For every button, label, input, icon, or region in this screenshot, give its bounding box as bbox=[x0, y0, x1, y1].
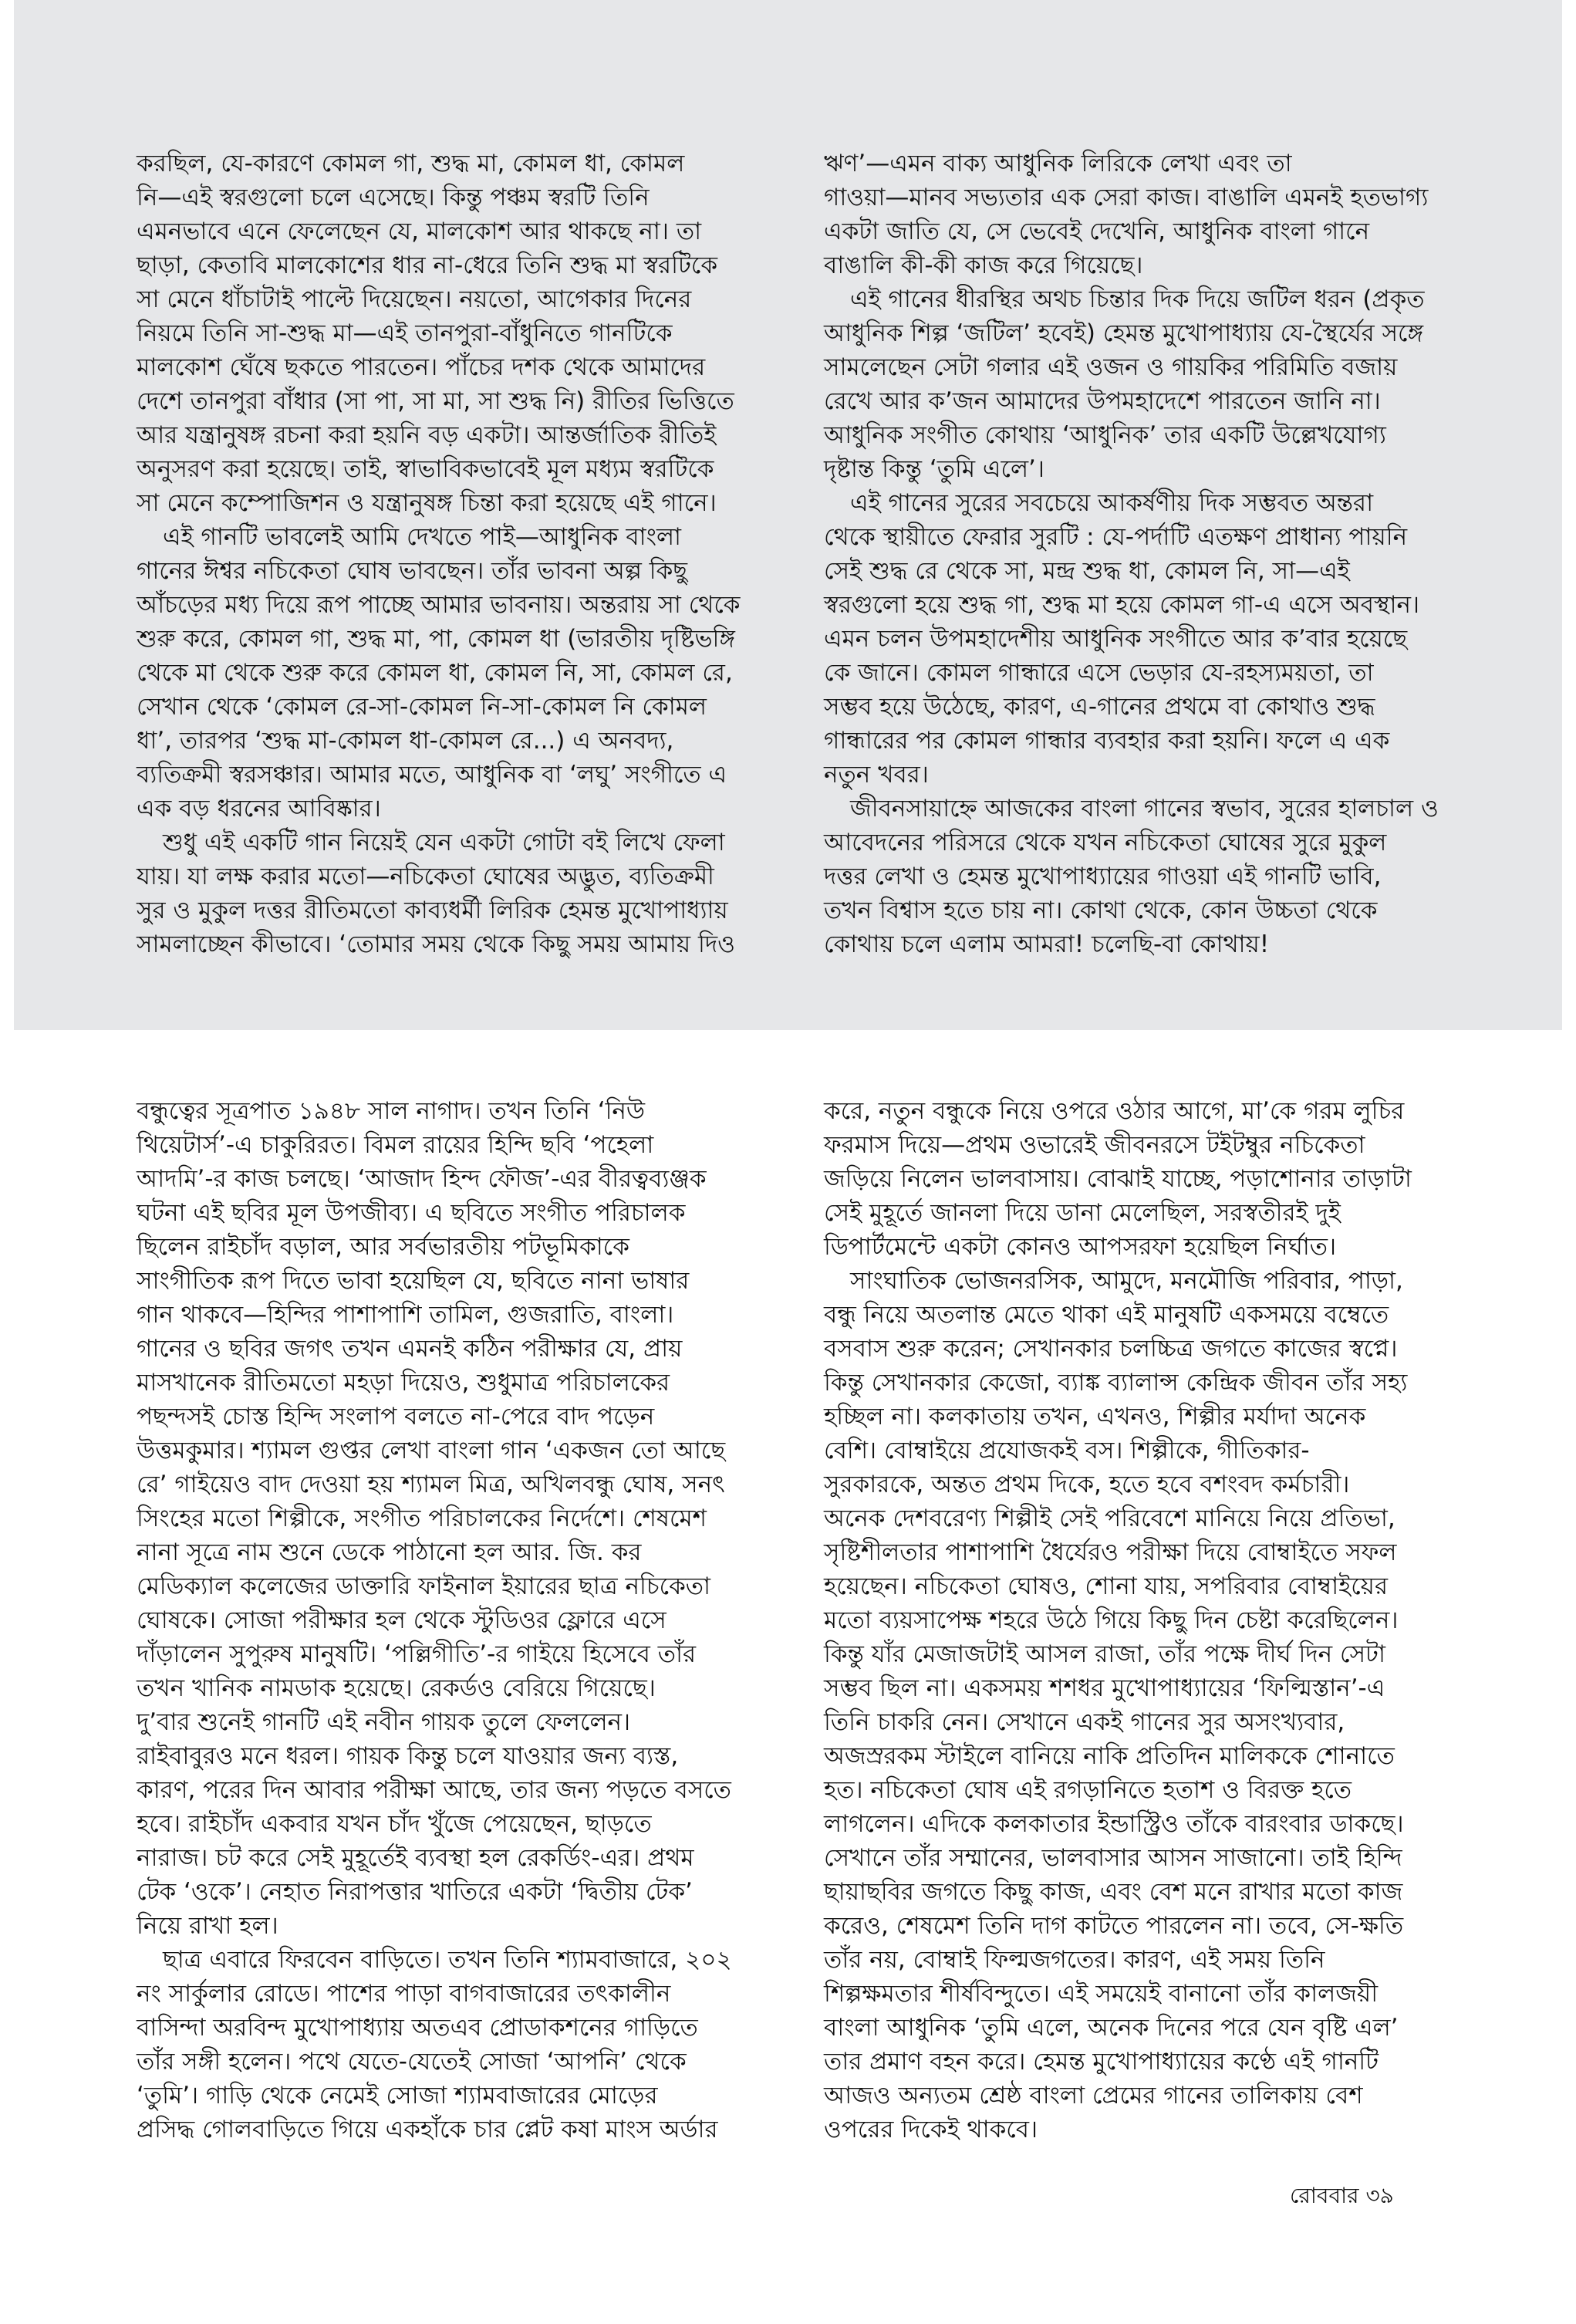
text-line: দু’বার শুনেই গানটি এই নবীন গায়ক তুলে ফেললেন। bbox=[137, 1708, 631, 1736]
text-line: স্বরগুলো হয়ে শুদ্ধ গা, শুদ্ধ মা হয়ে কোমল গা-এ এসে অবস্থান। bbox=[824, 591, 1420, 619]
text-line: কিন্তু যাঁর মেজাজটাই আসল রাজা, তাঁর পক্ষে দীর্ঘ দিন সেটা bbox=[824, 1640, 1385, 1668]
text-line: তখন খানিক নামডাক হয়েছে। রেকর্ডও বেরিয়ে গিয়েছে। bbox=[137, 1674, 656, 1702]
text-line: শিল্পক্ষমতার শীর্ষবিন্দুতে। এই সময়েই বানানো তাঁর কালজয়ী bbox=[824, 1980, 1379, 2008]
text-line: ডিপার্টমেন্টে একটা কোনও আপসরফা হয়েছিল নির্ঘাত। bbox=[824, 1233, 1337, 1261]
text-line: সুর ও মুকুল দত্তর রীতিমতো কাব্যধর্মী লিরিক হেমন্ত মুখোপাধ্যায় bbox=[137, 897, 728, 924]
text-line: এমনভাবে এনে ফেলেছেন যে, মালকোশ আর থাকছে না। তা bbox=[137, 218, 702, 245]
text-line: মতো ব্যয়সাপেক্ষ শহরে উঠে গিয়ে কিছু দিন চেষ্টা করেছিলেন। bbox=[824, 1606, 1399, 1634]
text-line: ছাত্র এবারে ফিরবেন বাড়িতে। তখন তিনি শ্যামবাজারে, ২০২ bbox=[163, 1946, 732, 1974]
text-line: তখন বিশ্বাস হতে চায় না। কোথা থেকে, কোন উচ্চতা থেকে bbox=[824, 897, 1378, 924]
text-line: সা মেনে ধাঁচাটাই পাল্টে দিয়েছেন। নয়তো, আগেকার দিনের bbox=[137, 285, 692, 313]
text-line: টেক ‘ওকে’। নেহাত নিরাপত্তার খাতিরে একটা ‘দ্বিতীয় টেক’ bbox=[137, 1878, 693, 1906]
text-line: এক বড় ধরনের আবিষ্কার। bbox=[137, 795, 381, 823]
paragraph bbox=[137, 520, 785, 826]
text-line: অজস্ররকম স্টাইলে বানিয়ে নাকি প্রতিদিন মালিককে শোনাতে bbox=[824, 1742, 1395, 1770]
text-line: দৃষ্টান্ত কিন্তু ‘তুমি এলে’। bbox=[824, 455, 1044, 483]
paragraph bbox=[824, 282, 1472, 486]
text-line: নতুন খবর। bbox=[824, 761, 929, 789]
text-line: এই গানটি ভাবলেই আমি দেখতে পাই—আধুনিক বাংলা bbox=[163, 523, 682, 551]
text-line: বেশি। বোম্বাইয়ে প্রযোজকই বস। শিল্পীকে, গীতিকার- bbox=[824, 1437, 1310, 1464]
text-line: কে জানে। কোমল গান্ধারে এসে ভেড়ার যে-রহস্যময়তা, তা bbox=[824, 659, 1374, 687]
text-line: সামলেছেন সেটা গলার এই ওজন ও গায়কির পরিমিতি বজায় bbox=[824, 353, 1398, 381]
text-line: ছাড়া, কেতাবি মালকোশের ধার না-ধেরে তিনি শুদ্ধ মা স্বরটিকে bbox=[137, 252, 718, 279]
text-line: এই গানের ধীরস্থির অথচ চিন্তার দিক দিয়ে জটিল ধরন (প্রকৃত bbox=[850, 285, 1425, 313]
text-line: কোথায় চলে এলাম আমরা! চলেছি-বা কোথায়! bbox=[824, 931, 1270, 958]
bottom-right-column bbox=[824, 1094, 1472, 2147]
text-line: শুধু এই একটি গান নিয়েই যেন একটা গোটা বই লিখে ফেলা bbox=[163, 829, 725, 856]
text-line: দত্তর লেখা ও হেমন্ত মুখোপাধ্যায়ের গাওয়া এই গানটি ভাবি, bbox=[824, 863, 1382, 890]
text-line: নিয়মে তিনি সা-শুদ্ধ মা—এই তানপুরা-বাঁধুনিতে গানটিকে bbox=[137, 319, 673, 347]
text-line: মালকোশ ঘেঁষে ছকতে পারতেন। পাঁচের দশক থেকে আমাদের bbox=[137, 353, 706, 381]
text-line: আবেদনের পরিসরে থেকে যখন নচিকেতা ঘোষের সুরে মুকুল bbox=[824, 829, 1387, 856]
text-line: হয়েছেন। নচিকেতা ঘোষও, শোনা যায়, সপরিবার বোম্বাইয়ের bbox=[824, 1572, 1389, 1600]
text-line: থেকে স্থায়ীতে ফেরার সুরটি : যে-পর্দাটি এতক্ষণ প্রাধান্য পায়নি bbox=[824, 523, 1408, 551]
text-line: আধুনিক সংগীত কোথায় ‘আধুনিক’ তার একটি উল্লেখযোগ্য bbox=[824, 421, 1386, 449]
text-line: কারণ, পরের দিন আবার পরীক্ষা আছে, তার জন্য পড়তে বসতে bbox=[137, 1776, 731, 1804]
text-line: রে’ গাইয়েও বাদ দেওয়া হয় শ্যামল মিত্র, অখিলবন্ধু ঘোষ, সনৎ bbox=[137, 1471, 725, 1498]
text-line: নিয়ে রাখা হল। bbox=[137, 1912, 278, 1940]
text-line: থেকে মা থেকে শুরু করে কোমল ধা, কোমল নি, সা, কোমল রে, bbox=[137, 659, 733, 687]
text-line: আঁচড়ের মধ্য দিয়ে রূপ পাচ্ছে আমার ভাবনায়। অন্তরায় সা থেকে bbox=[137, 591, 741, 619]
text-line: অনেক দেশবরেণ্য শিল্পীই সেই পরিবেশে মানিয়ে নিয়ে প্রতিভা, bbox=[824, 1505, 1395, 1532]
text-line: হত। নচিকেতা ঘোষ এই রগড়ানিতে হতাশ ও বিরক্ত হতে bbox=[824, 1776, 1352, 1804]
text-line: সৃষ্টিশীলতার পাশাপাশি ধৈর্যেরও পরীক্ষা দিয়ে বোম্বাইতে সফল bbox=[824, 1539, 1397, 1566]
text-line: সামলাচ্ছেন কীভাবে। ‘তোমার সময় থেকে কিছু সময় আমায় দিও bbox=[137, 931, 735, 958]
text-line: ছায়াছবির জগতে কিছু কাজ, এবং বেশ মনে রাখার মতো কাজ bbox=[824, 1878, 1403, 1906]
text-line: ছিলেন রাইচাঁদ বড়াল, আর সর্বভারতীয় পটভূমিকাকে bbox=[137, 1233, 629, 1261]
text-line: রেখে আর ক’জন আমাদের উপমহাদেশে পারতেন জানি না। bbox=[824, 387, 1381, 415]
text-line: সম্ভব ছিল না। একসময় শশধর মুখোপাধ্যায়ের ‘ফিল্মিস্তান’-এ bbox=[824, 1674, 1385, 1702]
text-line: আজও অন্যতম শ্রেষ্ঠ বাংলা প্রেমের গানের তালিকায় বেশ bbox=[824, 2082, 1363, 2110]
text-line: তিনি চাকরি নেন। সেখানে একই গানের সুর অসংখ্যবার, bbox=[824, 1708, 1345, 1736]
text-line: সেই শুদ্ধ রে থেকে সা, মন্দ্র শুদ্ধ ধা, কোমল নি, সা—এই bbox=[824, 557, 1350, 585]
text-line: সা মেনে কম্পোজিশন ও যন্ত্রানুষঙ্গ চিন্তা করা হয়েছে এই গানে। bbox=[137, 489, 717, 517]
text-line: লাগলেন। এদিকে কলকাতার ইন্ডাস্ট্রিও তাঁকে বারংবার ডাকছে। bbox=[824, 1810, 1404, 1838]
paragraph bbox=[137, 1094, 785, 1943]
text-line: ‘তুমি’। গাড়ি থেকে নেমেই সোজা শ্যামবাজারের মোড়ের bbox=[137, 2082, 658, 2110]
text-line: পছন্দসই চোস্ত হিন্দি সংলাপ বলতে না-পেরে বাদ পড়েন bbox=[137, 1403, 655, 1431]
text-line: বন্ধুত্বের সূত্রপাত ১৯৪৮ সাল নাগাদ। তখন তিনি ‘নিউ bbox=[137, 1097, 646, 1125]
text-line: রাইবাবুরও মনে ধরল। গায়ক কিন্তু চলে যাওয়ার জন্য ব্যস্ত, bbox=[137, 1742, 679, 1770]
text-line: জীবনসায়াহ্নে আজকের বাংলা গানের স্বভাব, সুরের হালচাল ও bbox=[850, 795, 1439, 823]
text-line: যায়। যা লক্ষ করার মতো—নচিকেতা ঘোষের অদ্ভুত, ব্যতিক্রমী bbox=[137, 863, 714, 890]
text-line: আধুনিক শিল্প ‘জটিল’ হবেই) হেমন্ত মুখোপাধ্যায় যে-স্থৈর্যের সঙ্গে bbox=[824, 319, 1424, 347]
text-line: কিন্তু সেখানকার কেজো, ব্যাঙ্ক ব্যালান্স কেন্দ্রিক জীবন তাঁর সহ্য bbox=[824, 1369, 1408, 1397]
text-line: সেখান থেকে ‘কোমল রে-সা-কোমল নি-সা-কোমল নি কোমল bbox=[137, 693, 707, 721]
text-line: ঘোষকে। সোজা পরীক্ষার হল থেকে স্টুডিওর ফ্লোরে এসে bbox=[137, 1606, 667, 1634]
text-line: বাসিন্দা অরবিন্দ মুখোপাধ্যায় অতএব প্রোডাকশনের গাড়িতে bbox=[137, 2014, 698, 2042]
text-line: বাঙালি কী-কী কাজ করে গিয়েছে। bbox=[824, 252, 1143, 279]
text-line: গান্ধারের পর কোমল গান্ধার ব্যবহার করা হয়নি। ফলে এ এক bbox=[824, 727, 1390, 755]
text-line: ধা’, তারপর ‘শুদ্ধ মা-কোমল ধা-কোমল রে...) এ অনবদ্য, bbox=[137, 727, 674, 755]
text-line: ব্যতিক্রমী স্বরসঞ্চার। আমার মতে, আধুনিক বা ‘লঘু’ সংগীতে এ bbox=[137, 761, 727, 789]
text-line: বাংলা আধুনিক ‘তুমি এলে, অনেক দিনের পরে যেন বৃষ্টি এল’ bbox=[824, 2014, 1399, 2042]
text-line: ওপরের দিকেই থাকবে। bbox=[824, 2116, 1038, 2143]
text-line: সম্ভব হয়ে উঠেছে, কারণ, এ-গানের প্রথমে বা কোথাও শুদ্ধ bbox=[824, 693, 1375, 721]
text-line: সুরকারকে, অন্তত প্রথম দিকে, হতে হবে বশংবদ কর্মচারী। bbox=[824, 1471, 1350, 1498]
top-right-column bbox=[824, 147, 1472, 961]
text-line: এই গানের সুরের সবচেয়ে আকর্ষণীয় দিক সম্ভবত অন্তরা bbox=[850, 489, 1374, 517]
text-line: ঘটনা এই ছবির মূল উপজীব্য। এ ছবিতে সংগীত পরিচালক bbox=[137, 1199, 686, 1227]
text-line: ঋণ’—এমন বাক্য আধুনিক লিরিকে লেখা এবং তা bbox=[824, 150, 1292, 177]
text-line: নারাজ। চট করে সেই মুহূর্তেই ব্যবস্থা হল রেকর্ডিং-এর। প্রথম bbox=[137, 1844, 694, 1872]
text-line: সেই মুহূর্তে জানলা দিয়ে ডানা মেলেছিল, সরস্বতীরই দুই bbox=[824, 1199, 1341, 1227]
text-line: সাংগীতিক রূপ দিতে ভাবা হয়েছিল যে, ছবিতে নানা ভাষার bbox=[137, 1267, 690, 1295]
text-line: একটা জাতি যে, সে ভেবেই দেখেনি, আধুনিক বাংলা গানে bbox=[824, 218, 1370, 245]
text-line: গান থাকবে—হিন্দির পাশাপাশি তামিল, গুজরাতি, বাংলা। bbox=[137, 1301, 674, 1329]
text-line: দাঁড়ালেন সুপুরুষ মানুষটি। ‘পল্লিগীতি’-র গাইয়ে হিসেবে তাঁর bbox=[137, 1640, 697, 1668]
text-line: থিয়েটার্স’-এ চাকুরিরত। বিমল রায়ের হিন্দি ছবি ‘পহেলা bbox=[137, 1131, 654, 1159]
text-line: মাসখানেক রীতিমতো মহড়া দিয়েও, শুধুমাত্র পরিচালকের bbox=[137, 1369, 670, 1397]
paragraph bbox=[824, 1264, 1472, 2147]
text-line: করেও, শেষমেশ তিনি দাগ কাটতে পারলেন না। তবে, সে-ক্ষতি bbox=[824, 1912, 1404, 1940]
text-line: গানের ও ছবির জগৎ তখন এমনই কঠিন পরীক্ষার যে, প্রায় bbox=[137, 1335, 683, 1363]
text-line: সেখানে তাঁর সম্মানের, ভালবাসার আসন সাজানো। তাই হিন্দি bbox=[824, 1844, 1402, 1872]
text-line: সিংহের মতো শিল্পীকে, সংগীত পরিচালকের নির্দেশে। শেষমেশ bbox=[137, 1505, 707, 1532]
text-line: হচ্ছিল না। কলকাতায় তখন, এখনও, শিল্পীর মর্যাদা অনেক bbox=[824, 1403, 1366, 1431]
paragraph bbox=[137, 147, 785, 520]
bottom-left-column bbox=[137, 1094, 785, 2147]
text-line: উত্তমকুমার। শ্যামল গুপ্তর লেখা বাংলা গান ‘একজন তো আছে bbox=[137, 1437, 726, 1464]
text-line: করে, নতুন বন্ধুকে নিয়ে ওপরে ওঠার আগে, মা’কে গরম লুচির bbox=[824, 1097, 1405, 1125]
text-line: গানের ঈশ্বর নচিকেতা ঘোষ ভাবছেন। তাঁর ভাবনা অল্প কিছু bbox=[137, 557, 688, 585]
text-line: দেশে তানপুরা বাঁধার (সা পা, সা মা, সা শুদ্ধ নি) রীতির ভিত্তিতে bbox=[137, 387, 734, 415]
text-line: শুরু করে, কোমল গা, শুদ্ধ মা, পা, কোমল ধা (ভারতীয় দৃষ্টিভঙ্গি bbox=[137, 625, 735, 653]
text-line: ফরমাস দিয়ে—প্রথম ওভারেই জীবনরসে টইটম্বুর নচিকেতা bbox=[824, 1131, 1365, 1159]
text-line: বসবাস শুরু করেন; সেখানকার চলচ্চিত্র জগতে কাজের স্বপ্নে। bbox=[824, 1335, 1398, 1363]
top-left-column bbox=[137, 147, 785, 961]
text-line: আদমি’-র কাজ চলছে। ‘আজাদ হিন্দ ফৌজ’-এর বীরত্বব্যঞ্জক bbox=[137, 1165, 707, 1193]
paragraph bbox=[824, 486, 1472, 792]
paragraph bbox=[137, 1943, 785, 2147]
paragraph bbox=[824, 792, 1472, 961]
text-line: অনুসরণ করা হয়েছে। তাই, স্বাভাবিকভাবেই মূল মধ্যম স্বরটিকে bbox=[137, 455, 714, 483]
text-line: নি—এই স্বরগুলো চলে এসেছে। কিন্তু পঞ্চম স্বরটি তিনি bbox=[137, 184, 650, 211]
text-line: তাঁর সঙ্গী হলেন। পথে যেতে-যেতেই সোজা ‘আপনি’ থেকে bbox=[137, 2048, 687, 2076]
text-line: এমন চলন উপমহাদেশীয় আধুনিক সংগীতে আর ক’বার হয়েছে bbox=[824, 625, 1408, 653]
text-line: তাঁর নয়, বোম্বাই ফিল্মজগতের। কারণ, এই সময় তিনি bbox=[824, 1946, 1325, 1974]
paragraph bbox=[824, 147, 1472, 282]
text-line: তার প্রমাণ বহন করে। হেমন্ত মুখোপাধ্যায়ের কণ্ঠে এই গানটি bbox=[824, 2048, 1379, 2076]
text-line: হবে। রাইচাঁদ একবার যখন চাঁদ খুঁজে পেয়েছেন, ছাড়তে bbox=[137, 1810, 652, 1838]
text-line: নং সার্কুলার রোডে। পাশের পাড়া বাগবাজারের তৎকালীন bbox=[137, 1980, 671, 2008]
text-line: সাংঘাতিক ভোজনরসিক, আমুদে, মনমৌজি পরিবার, পাড়া, bbox=[850, 1267, 1403, 1295]
text-line: জড়িয়ে নিলেন ভালবাসায়। বোঝাই যাচ্ছে, পড়াশোনার তাড়াটা bbox=[824, 1165, 1412, 1193]
text-line: প্রসিদ্ধ গোলবাড়িতে গিয়ে একহাঁকে চার প্লেট কষা মাংস অর্ডার bbox=[137, 2116, 718, 2143]
paragraph bbox=[824, 1094, 1472, 1264]
text-line: মেডিক্যাল কলেজের ডাক্তারি ফাইনাল ইয়ারের ছাত্র নচিকেতা bbox=[137, 1572, 711, 1600]
page-folio: রোববার ৩৯ bbox=[1290, 2183, 1394, 2208]
paragraph bbox=[137, 826, 785, 961]
text-line: গাওয়া—মানব সভ্যতার এক সেরা কাজ। বাঙালি এমনই হতভাগ্য bbox=[824, 184, 1429, 211]
text-line: আর যন্ত্রানুষঙ্গ রচনা করা হয়নি বড় একটা। আন্তর্জাতিক রীতিই bbox=[137, 421, 717, 449]
text-line: বন্ধু নিয়ে অতলান্ত মেতে থাকা এই মানুষটি একসময়ে বম্বেতে bbox=[824, 1301, 1389, 1329]
text-line: নানা সূত্রে নাম শুনে ডেকে পাঠানো হল আর. জি. কর bbox=[137, 1539, 642, 1566]
text-line: করছিল, যে-কারণে কোমল গা, শুদ্ধ মা, কোমল ধা, কোমল bbox=[137, 150, 685, 177]
